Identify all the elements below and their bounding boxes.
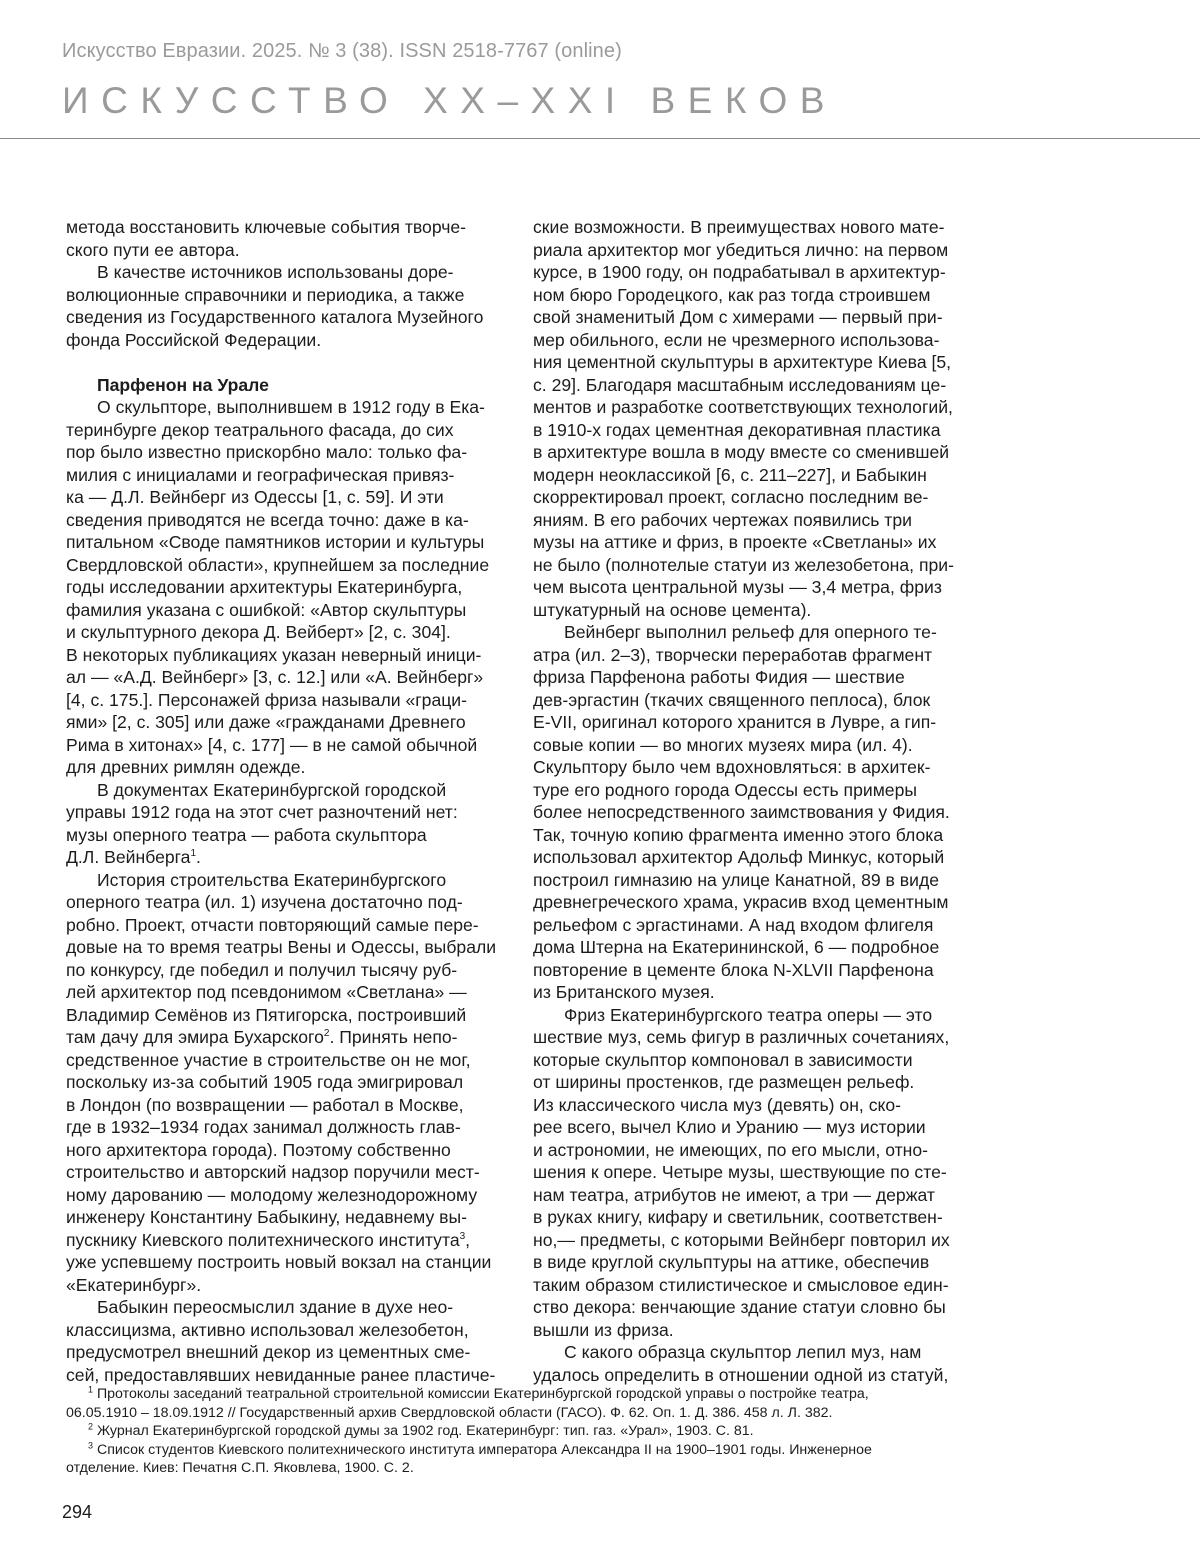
text-line: В качестве источников использованы доре- bbox=[97, 262, 454, 282]
text-line: ном бюро Городецкого, как раз тогда строившем bbox=[533, 284, 931, 305]
text-fragment: пускнику Киевского политехнического института bbox=[66, 1229, 460, 1250]
text-line: в руках книгу, кифару и светильник, соответствен- bbox=[533, 1207, 943, 1227]
journal-citation: Искусство Евразии. 2025. № 3 (38). ISSN 2518-7767 (online) bbox=[62, 40, 622, 62]
text-line: Так, точную копию фрагмента именно этого блока bbox=[533, 824, 944, 845]
footnote-3 bbox=[66, 1441, 966, 1460]
page-number: 294 bbox=[62, 1502, 93, 1522]
footnote-1-continuation: 06.05.1910 – 18.09.1912 // Государственный архив Свердловской области (ГАСО). Ф. 62. Оп. 1. Д. 386. 458 л. Л. 382. bbox=[66, 1404, 833, 1421]
text-line: История строительства Екатеринбургского bbox=[97, 869, 447, 890]
text-line: рее всего, вычел Клио и Уранию — муз истории bbox=[533, 1117, 926, 1137]
text-line: E-VII, оригинал которого хранится в Лувре, а гип- bbox=[533, 712, 937, 732]
footnote-text: Протоколы заседаний театральной строительной комиссии Екатеринбургской городской управы о постройке театра, bbox=[96, 1386, 869, 1402]
text-line: в архитектуре вошла в моду вместе со сменившей bbox=[533, 442, 950, 462]
text-line: ского пути ее автора. bbox=[66, 239, 240, 260]
text-line: шения к опере. Четыре музы, шествующие по сте- bbox=[533, 1162, 947, 1182]
text-fragment: . Принять непо- bbox=[329, 1027, 458, 1047]
text-line: с. 29]. Благодаря масштабным исследованиям це- bbox=[533, 374, 947, 395]
right-column bbox=[533, 216, 959, 1386]
text-line: Свердловской области», крупнейшем за последние bbox=[66, 554, 490, 575]
left-column bbox=[66, 216, 497, 1386]
text-line: Д.Л. Вейнберга$^1$. bbox=[66, 847, 201, 867]
text-line: уже успевшему построить новый вокзал на станции bbox=[66, 1252, 492, 1272]
text-fragment: там дачу для эмира Бухарского bbox=[66, 1027, 324, 1047]
text-line: для древних римлян одежде. bbox=[66, 757, 306, 777]
text-line: и скульптурного декора Д. Вейберт» [2, с. 304]. bbox=[66, 622, 451, 642]
text-line: чем высота центральной музы — 3,4 метра, фриз bbox=[533, 577, 942, 597]
text-line: поскольку из-за событий 1905 года эмигрировал bbox=[66, 1072, 464, 1092]
text-line: более непосредственного заимствования у Фидия. bbox=[533, 802, 950, 822]
text-line: музы оперного театра — работа скульптора bbox=[66, 824, 427, 845]
text-line: мер обильного, если не чрезмерного использова- bbox=[533, 329, 940, 350]
text-line: В документах Екатеринбургской городской bbox=[97, 779, 447, 800]
text-line: по конкурсу, где победил и получил тысячу руб- bbox=[66, 959, 458, 980]
text-line: годы исследовании архитектуры Екатеринбурга, bbox=[66, 577, 463, 597]
text-line: в 1910-х годах цементная декоративная пластика bbox=[533, 419, 941, 440]
text-line: удалось определить в отношении одной из статуй, bbox=[533, 1364, 949, 1385]
text-line: питальном «Своде памятников истории и культуры bbox=[66, 532, 485, 552]
text-line: от ширины простенков, где размещен рельеф. bbox=[533, 1072, 915, 1092]
text-line: милия с инициалами и географическая привяз- bbox=[66, 464, 455, 485]
text-line: [4, с. 175.]. Персонажей фриза называли «граци- bbox=[66, 689, 467, 710]
text-line: курсе, в 1900 году, он подрабатывал в архитектур- bbox=[533, 262, 946, 282]
text-line: дома Штерна на Екатерининской, 6 — подробное bbox=[533, 937, 940, 957]
text-fragment: Д.Л. Вейнберга bbox=[66, 847, 191, 867]
text-line: ка — Д.Л. Вейнберг из Одессы [1, с. 59]. И эти bbox=[66, 487, 444, 507]
text-line: волюционные справочники и периодика, а также bbox=[66, 284, 465, 305]
text-line: рельефом с эргастинами. А над входом флигеля bbox=[533, 914, 934, 935]
text-line: нам театра, атрибутов не имеют, а три — держат bbox=[533, 1184, 935, 1205]
text-line: повторение в цементе блока N-XLVII Парфенона bbox=[533, 959, 934, 980]
text-line: ские возможности. В преимуществах нового мате- bbox=[533, 217, 945, 237]
text-line: Скульптору было чем вдохновляться: в архитек- bbox=[533, 757, 931, 777]
text-line: таким образом стилистическое и смысловое един- bbox=[533, 1274, 949, 1295]
section-title: ИСКУССТВО XX–XXI ВЕКОВ bbox=[62, 80, 837, 121]
text-line: О скульпторе, выполнившем в 1912 году в Ека- bbox=[97, 397, 485, 417]
header-divider bbox=[0, 138, 1200, 139]
text-line: сведения из Государственного каталога Музейного bbox=[66, 307, 484, 327]
text-line: довые на то время театры Вены и Одессы, выбрали bbox=[66, 937, 497, 957]
text-line: лей архитектор под псевдонимом «Светлана» — bbox=[66, 982, 467, 1002]
footnote-ref-1[interactable]: 1 bbox=[190, 848, 197, 860]
text-line: «Екатеринбург». bbox=[66, 1274, 202, 1295]
text-line: ному дарованию — молодому железнодорожному bbox=[66, 1184, 478, 1205]
text-line: которые скульптор компоновал в зависимости bbox=[533, 1049, 913, 1070]
text-line: атра (ил. 2–3), творчески переработав фрагмент bbox=[533, 644, 933, 665]
text-line: дев-эргастин (ткачих священного пеплоса), блок bbox=[533, 689, 931, 710]
text-line: в Лондон (по возвращении — работал в Москве, bbox=[66, 1094, 464, 1115]
paragraph-gap bbox=[66, 351, 491, 374]
text-line: строительство и авторский надзор поручили мест- bbox=[66, 1162, 480, 1182]
text-line: ство декора: венчающие здание статуи словно бы bbox=[533, 1297, 946, 1317]
text-line: ями» [2, с. 305] или даже «гражданами Древнего bbox=[66, 712, 466, 732]
text-line: Бабыкин переосмыслил здание в духе нео- bbox=[97, 1297, 454, 1317]
footnote-mark: 2 bbox=[88, 1421, 94, 1432]
text-line: ментов и разработке соответствующих технологий, bbox=[533, 397, 953, 417]
text-line: построил гимназию на улице Канатной, 89 в виде bbox=[533, 869, 940, 890]
text-line: средственное участие в строительстве он не мог, bbox=[66, 1049, 471, 1070]
text-line: но,— предметы, с которыми Вейнберг повторил их bbox=[533, 1229, 950, 1250]
text-line: робно. Проект, отчасти повторяющий самые пере- bbox=[66, 914, 479, 935]
subsection-heading: Парфенон на Урале bbox=[97, 374, 269, 395]
text-line: инженеру Константину Бабыкину, недавнему вы- bbox=[66, 1207, 468, 1227]
footnote-2 bbox=[66, 1422, 966, 1441]
text-line: сей, предоставлявших невиданные ранее пластиче- bbox=[66, 1364, 496, 1385]
text-line: пускнику Киевского политехнического института$^3$, bbox=[66, 1229, 471, 1250]
text-line: ния цементной скульптуры в архитектуре Киева [5, bbox=[533, 352, 952, 372]
footnote-3-continuation: отделение. Киев: Печатня С.П. Яковлева, 1900. С. 2. bbox=[66, 1460, 414, 1476]
text-line: штукатурный на основе цемента). bbox=[533, 599, 812, 620]
text-line: модерн неоклассикой [6, с. 211–227], и Бабыкин bbox=[533, 464, 927, 485]
footnote-ref-3[interactable]: 3 bbox=[459, 1230, 466, 1242]
text-line: управы 1912 года на этот счет разночтений нет: bbox=[66, 802, 458, 822]
text-line: фриза Парфенона работы Фидия — шествие bbox=[533, 667, 905, 687]
text-line: свой знаменитый Дом с химерами — первый при- bbox=[533, 307, 943, 327]
text-line: Владимир Семёнов из Пятигорска, построивший bbox=[66, 1004, 467, 1025]
text-line bbox=[66, 1026, 491, 1049]
text-line: вышли из фриза. bbox=[533, 1319, 674, 1340]
footnote-mark: 1 bbox=[88, 1384, 94, 1395]
text-line: Вейнберг выполнил рельеф для оперного те- bbox=[564, 622, 937, 642]
text-line: метода восстановить ключевые события творче- bbox=[66, 217, 467, 237]
text-line: где в 1932–1934 годах занимал должность глав- bbox=[66, 1117, 461, 1137]
text-line: фонда Российской Федерации. bbox=[66, 329, 322, 350]
text-line: туре его родного города Одессы есть примеры bbox=[533, 779, 918, 800]
text-line: пор было известно прискорбно мало: только фа- bbox=[66, 442, 468, 462]
text-line: фамилия указана с ошибкой: «Автор скульптуры bbox=[66, 599, 467, 620]
text-line: совые копии — во многих музеях мира (ил. 4). bbox=[533, 734, 913, 755]
text-line: Рима в хитонах» [4, с. 177] — в не самой обычной bbox=[66, 734, 478, 755]
text-line: оперного театра (ил. 1) изучена достаточно под- bbox=[66, 892, 463, 912]
text-line: не было (полнотелые статуи из железобетона, при- bbox=[533, 554, 954, 575]
text-line: в виде круглой скульптуры на аттике, обеспечив bbox=[533, 1252, 930, 1272]
text-line: сведения приводятся не всегда точно: даже в ка- bbox=[66, 509, 469, 530]
text-line: и астрономии, не имеющих, по его мысли, отно- bbox=[533, 1139, 929, 1160]
text-line: предусмотрел внешний декор из цементных сме- bbox=[66, 1342, 471, 1362]
text-line: из Британского музея. bbox=[533, 982, 715, 1002]
footnote-text: Журнал Екатеринбургской городской думы за 1902 год. Екатеринбург: тип. газ. «Урал», 1903. С. 81. bbox=[96, 1423, 754, 1439]
text-line: классицизма, активно использовал железобетон, bbox=[66, 1319, 469, 1340]
footnote-ref-2[interactable]: 2 bbox=[323, 1028, 330, 1040]
text-line: Фриз Екатеринбургского театра оперы — это bbox=[564, 1004, 933, 1025]
text-line: теринбурге декор театрального фасада, до сих bbox=[66, 419, 454, 440]
text-line: В некоторых публикациях указан неверный иници- bbox=[66, 644, 482, 665]
text-line: шествие муз, семь фигур в различных сочетаниях, bbox=[533, 1027, 950, 1047]
text-line: ал — «А.Д. Вейнберг» [3, с. 12.] или «А. Вейнберг» bbox=[66, 667, 484, 687]
text-line: Из классического числа муз (девять) он, ско- bbox=[533, 1094, 902, 1115]
text-line: риала архитектор мог убедиться лично: на первом bbox=[533, 239, 949, 260]
text-line: древнегреческого храма, украсив вход цементным bbox=[533, 892, 949, 912]
text-line: яниям. В его рабочих чертежах появились три bbox=[533, 509, 912, 530]
text-line: скорректировал проект, согласно последним ве- bbox=[533, 487, 929, 507]
footnotes bbox=[66, 1385, 966, 1478]
text-line: ного архитектора города). Поэтому собственно bbox=[66, 1139, 451, 1160]
text-line: музы на аттике и фриз, в проекте «Светланы» их bbox=[533, 532, 937, 552]
footnote-1 bbox=[66, 1385, 966, 1404]
footnote-text: Список студентов Киевского политехнического института императора Александра II на 1900–1901 годы. Инженерное bbox=[96, 1441, 872, 1458]
text-line: использовал архитектор Адольф Минкус, который bbox=[533, 847, 945, 867]
text-line: С какого образца скульптор лепил муз, нам bbox=[564, 1342, 922, 1362]
footnote-mark: 3 bbox=[88, 1439, 94, 1450]
